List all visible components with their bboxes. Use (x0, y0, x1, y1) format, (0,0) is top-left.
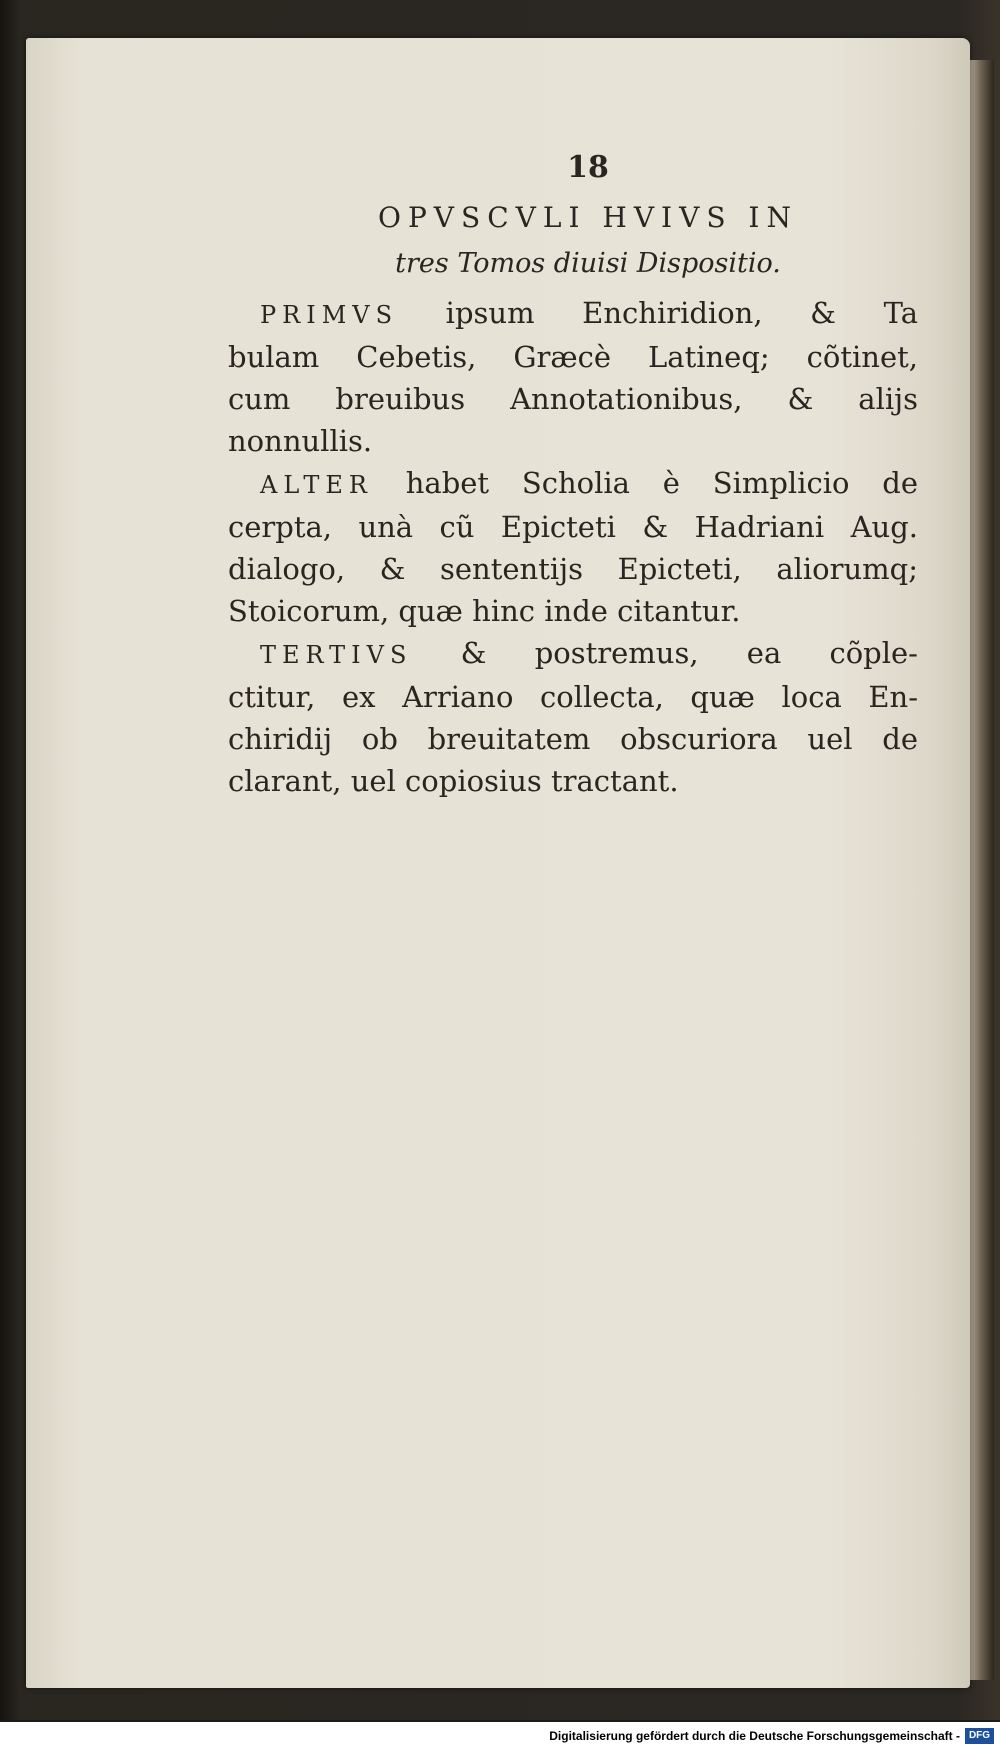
paragraph-primus (228, 292, 918, 462)
line-text: habet Scholia è Simplicio de (372, 466, 918, 500)
dfg-logo: DFG (965, 1728, 994, 1744)
lead-word: ALTER (260, 471, 373, 499)
text-line (228, 462, 918, 506)
text-line: bulam Cebetis, Græcè Latineq; cõtinet, (228, 340, 918, 374)
line-text: & postremus, ea cõple- (412, 636, 918, 670)
text-line: cerpta, unà cũ Epicteti & Hadriani Aug. (228, 510, 918, 544)
text-line: dialogo, & sententijs Epicteti, aliorumq; (228, 552, 918, 586)
paragraph-tertius (228, 632, 918, 802)
text-line (228, 632, 918, 676)
text-line: chiridij ob breuitatem obscuriora uel de (228, 722, 918, 756)
text-line: Stoicorum, quæ hinc inde citantur. (228, 594, 741, 628)
footer-bar (0, 1722, 1000, 1751)
text-line: cum breuibus Annotationibus, & alijs (228, 382, 918, 416)
text-line: ctitur, ex Arriano collecta, quæ loca En- (228, 680, 918, 714)
heading: OPVSCVLI HVIVS IN (378, 201, 798, 234)
text-line: clarant, uel copiosius tractant. (228, 764, 679, 798)
book-edge (968, 60, 994, 1680)
line-text: ipsum Enchiridion, & Ta (398, 296, 918, 330)
text-line: nonnullis. (228, 424, 373, 458)
paragraph-alter (228, 462, 918, 632)
lead-word: PRIMVS (260, 301, 399, 329)
page-text (228, 150, 918, 802)
page-number: 18 (567, 150, 609, 185)
funding-credit: Digitalisierung gefördert durch die Deutsche Forschungsgemeinschaft - (549, 1729, 960, 1743)
lead-word: TERTIVS (260, 641, 413, 669)
subheading: tres Tomos diuisi Dispositio. (395, 248, 781, 279)
text-line (228, 292, 918, 336)
